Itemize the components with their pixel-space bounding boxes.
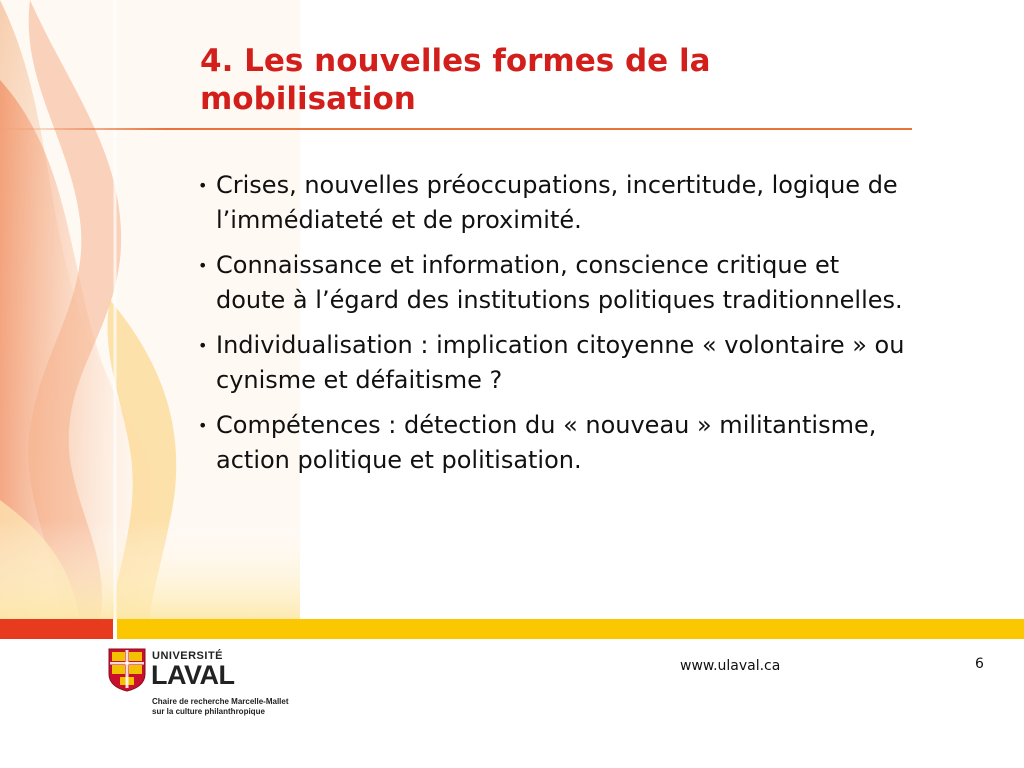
page-number: 6 bbox=[975, 656, 984, 672]
bullet-icon: • bbox=[198, 256, 208, 275]
bullet-text: Connaissance et information, conscience critique et doute à l’égard des institutions politiques traditionnelles. bbox=[216, 251, 903, 314]
slide-title: 4. Les nouvelles formes de la mobilisation bbox=[200, 43, 711, 117]
bullet-icon: • bbox=[198, 336, 208, 355]
bullet-text: Compétences : détection du « nouveau » militantisme, action politique et politisation. bbox=[216, 411, 877, 474]
bullet-item bbox=[196, 408, 916, 478]
bullet-item bbox=[196, 248, 916, 318]
bullet-icon: • bbox=[198, 176, 208, 195]
title-divider bbox=[0, 128, 912, 130]
website-link[interactable]: www.ulaval.ca bbox=[680, 658, 781, 674]
footer-stripe-red bbox=[0, 619, 113, 639]
bullet-text: Crises, nouvelles préoccupations, incertitude, logique de l’immédiateté et de proximité. bbox=[216, 171, 898, 234]
laval-crest-icon bbox=[108, 648, 146, 692]
bullet-list bbox=[196, 168, 916, 488]
university-logo bbox=[108, 648, 348, 718]
university-label: UNIVERSITÉ bbox=[152, 650, 224, 662]
bullet-text: Individualisation : implication citoyenne « volontaire » ou cynisme et défaitisme ? bbox=[216, 331, 905, 394]
chair-line-2: sur la culture philanthropique bbox=[152, 707, 265, 716]
university-name: LAVAL bbox=[151, 660, 235, 690]
bullet-icon: • bbox=[198, 416, 208, 435]
chair-caption bbox=[152, 697, 289, 717]
bullet-item bbox=[196, 168, 916, 238]
chair-line-1: Chaire de recherche Marcelle-Mallet bbox=[152, 697, 289, 706]
footer-stripe-yellow bbox=[117, 619, 1024, 639]
bullet-item bbox=[196, 328, 916, 398]
